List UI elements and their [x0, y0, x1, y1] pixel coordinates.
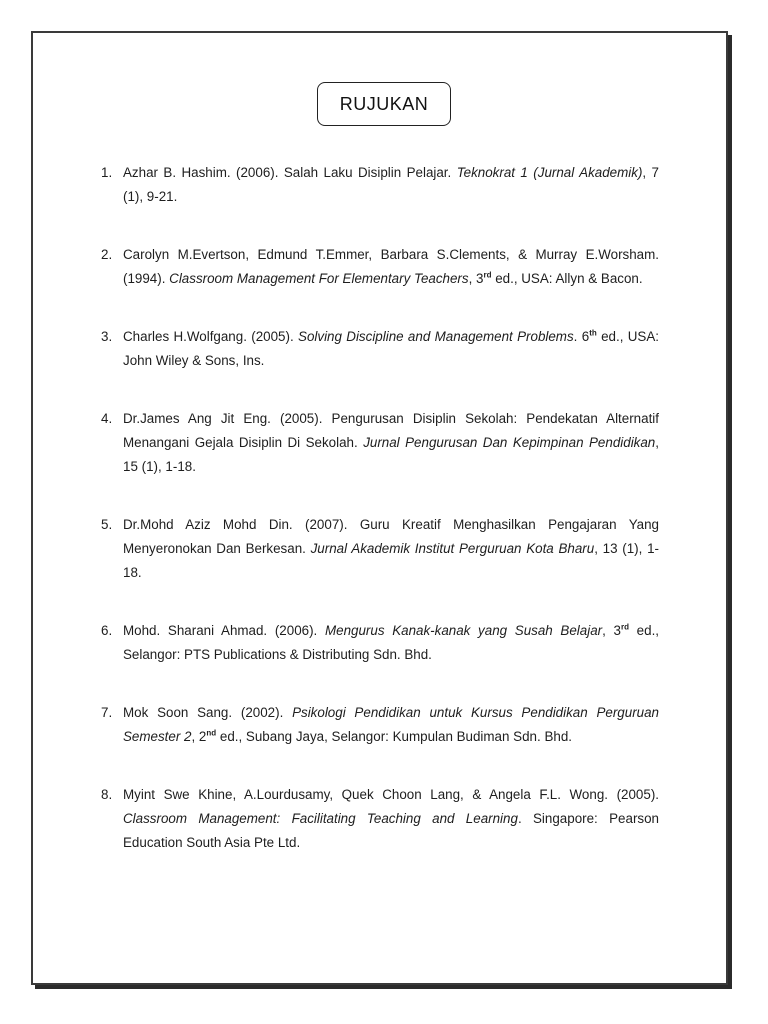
reference-number: 2. [101, 247, 113, 262]
reference-details: , 3 [468, 271, 484, 286]
reference-title: Jurnal Pengurusan Dan Kepimpinan Pendidikan [363, 435, 656, 450]
reference-title: Jurnal Akademik Institut Perguruan Kota Bharu [310, 541, 595, 556]
document-page [31, 31, 728, 985]
page-title: RUJUKAN [317, 82, 451, 126]
reference-text: Dr.Mohd Aziz Mohd Din. (2007). Guru Kreatif Menghasilkan Pengajaran Yang Menyeronokan Dan Berkesan. [123, 517, 659, 556]
reference-list [101, 161, 659, 855]
reference-item [101, 407, 659, 479]
reference-title: Solving Discipline and Management Problems [298, 329, 574, 344]
reference-title: Psikologi Pendidikan untuk Kursus Pendidikan Perguruan Semester 2 [123, 705, 659, 744]
reference-text: Myint Swe Khine, A.Lourdusamy, Quek Choon Lang, & Angela F.L. Wong. (2005). [123, 787, 659, 802]
reference-text: Azhar B. Hashim. (2006). Salah Laku Disiplin Pelajar. [123, 165, 457, 180]
reference-title: Mengurus Kanak-kanak yang Susah Belajar [324, 623, 603, 638]
edition-superscript: rd [483, 270, 492, 280]
reference-title: Classroom Management: Facilitating Teaching and Learning [123, 811, 518, 826]
reference-item [101, 243, 659, 291]
reference-item [101, 783, 659, 855]
edition-superscript: rd [620, 622, 629, 632]
reference-item [101, 513, 659, 585]
reference-number: 4. [101, 411, 113, 426]
reference-number: 1. [101, 165, 113, 180]
reference-text: Mohd. Sharani Ahmad. (2006). [123, 623, 325, 638]
reference-details: , 2 [191, 729, 207, 744]
reference-number: 8. [101, 787, 113, 802]
reference-publisher: ed., USA: Allyn & Bacon. [491, 271, 643, 286]
reference-text: Carolyn M.Evertson, Edmund T.Emmer, Barbara S.Clements, & Murray E.Worsham. (1994). [123, 247, 659, 286]
reference-publisher: ed., Subang Jaya, Selangor: Kumpulan Budiman Sdn. Bhd. [216, 729, 572, 744]
reference-publisher: ed., USA: John Wiley & Sons, Ins. [123, 329, 660, 368]
reference-text: Charles H.Wolfgang. (2005). [123, 329, 299, 344]
reference-details: . 6 [573, 329, 590, 344]
reference-details: , 15 (1), 1-18. [123, 435, 659, 474]
reference-details: , 3 [602, 623, 621, 638]
reference-number: 6. [101, 623, 113, 638]
reference-title: Teknokrat 1 (Jurnal Akademik) [456, 165, 643, 180]
reference-item [101, 619, 659, 667]
reference-details: . Singapore: Pearson Education South Asia Pte Ltd. [123, 811, 659, 850]
edition-superscript: th [589, 328, 597, 338]
reference-item [101, 701, 659, 749]
reference-publisher: ed., Selangor: PTS Publications & Distributing Sdn. Bhd. [123, 623, 660, 662]
reference-title: Classroom Management For Elementary Teachers [169, 271, 469, 286]
reference-number: 5. [101, 517, 113, 532]
reference-item [101, 161, 659, 209]
reference-item [101, 325, 659, 373]
reference-text: Dr.James Ang Jit Eng. (2005). Pengurusan Disiplin Sekolah: Pendekatan Alternatif Menangani Gejala Disiplin Di Sekolah. [123, 411, 659, 450]
reference-details: , 7 (1), 9-21. [123, 165, 659, 204]
reference-text: Mok Soon Sang. (2002). [123, 705, 293, 720]
reference-details: , 13 (1), 1-18. [123, 541, 659, 580]
reference-number: 7. [101, 705, 113, 720]
edition-superscript: nd [206, 728, 217, 738]
reference-number: 3. [101, 329, 113, 344]
